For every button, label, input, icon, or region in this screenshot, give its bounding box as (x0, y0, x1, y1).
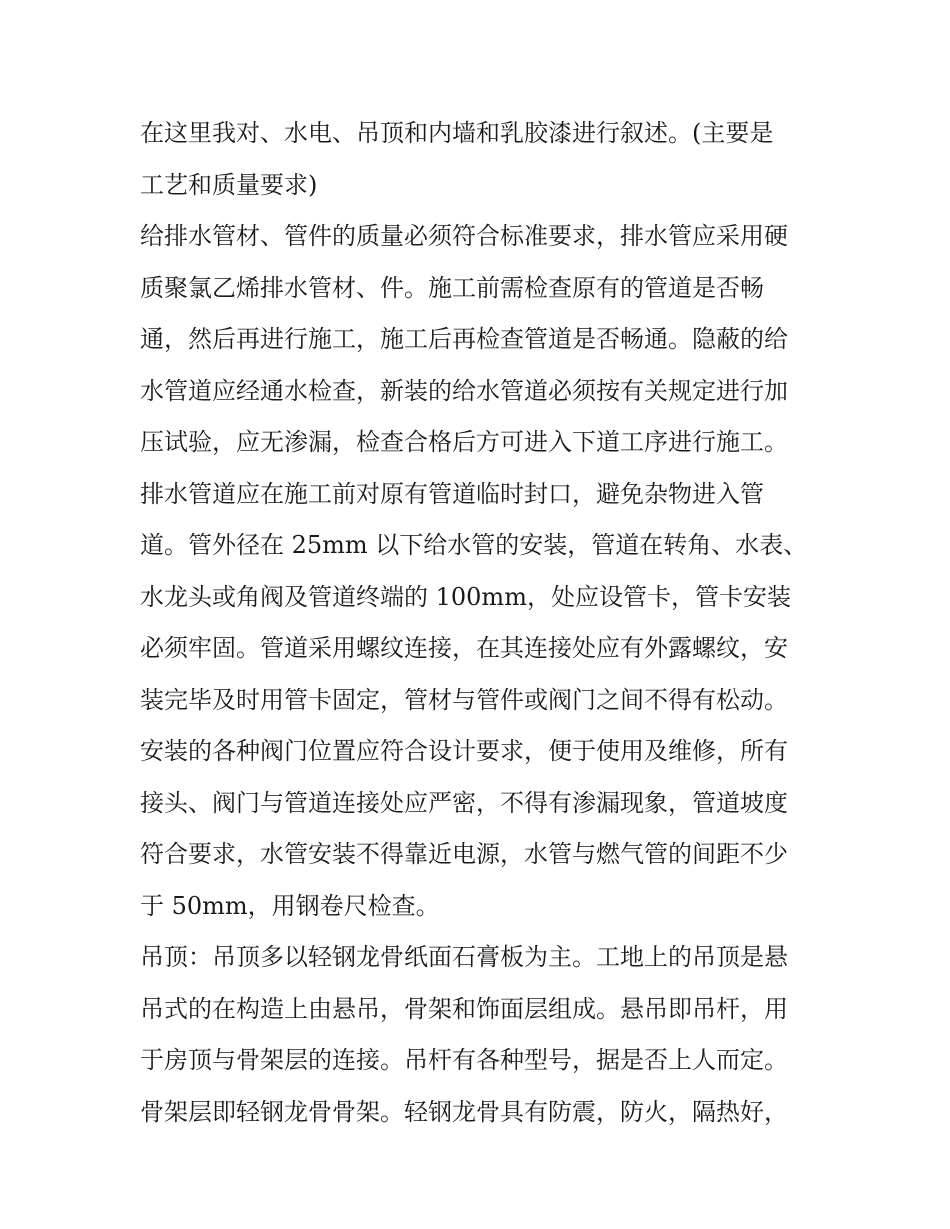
text-line: 工艺和质量要求) (140, 170, 318, 199)
text-line: 安装的各种阀门位置应符合设计要求，便于使用及维修，所有 (140, 737, 788, 765)
text-line: 水龙头或角阀及管道终端的 100mm，处应设管卡，管卡安装 (140, 582, 791, 611)
text-line: 水管道应经通水检查，新装的给水管道必须按有关规定进行加 (140, 376, 788, 405)
text-line: 接头、阀门与管道连接处应严密，不得有渗漏现象，管道坡度 (140, 788, 788, 817)
text-line: 吊式的在构造上由悬吊，骨架和饰面层组成。悬吊即吊杆，用 (140, 994, 788, 1023)
text-line: 于 50mm，用钢卷尺检查。 (140, 891, 440, 920)
text-line: 质聚氯乙烯排水管材、件。施工前需检查原有的管道是否畅 (140, 273, 764, 302)
text-line: 通，然后再进行施工，施工后再检查管道是否畅通。隐蔽的给 (140, 325, 788, 353)
text-line: 符合要求，水管安装不得靠近电源，水管与燃气管的间距不少 (140, 840, 788, 868)
text-line: 必须牢固。管道采用螺纹连接，在其连接处应有外露螺纹，安 (140, 634, 788, 662)
text-line: 于房顶与骨架层的连接。吊杆有各种型号，据是否上人而定。 (140, 1046, 788, 1074)
text-line: 排水管道应在施工前对原有管道临时封口，避免杂物进入管 (140, 479, 764, 508)
text-line: 压试验，应无渗漏，检查合格后方可进入下道工序进行施工。 (140, 428, 788, 456)
text-line: 装完毕及时用管卡固定，管材与管件或阀门之间不得有松动。 (140, 685, 788, 714)
text-line: 骨架层即轻钢龙骨骨架。轻钢龙骨具有防震，防火，隔热好， (140, 1097, 788, 1126)
text-line: 在这里我对、水电、吊顶和内墙和乳胶漆进行叙述。(主要是 (140, 119, 774, 147)
text-line: 给排水管材、管件的质量必须符合标准要求，排水管应采用硬 (140, 222, 788, 250)
text-line: 吊顶：吊顶多以轻钢龙骨纸面石膏板为主。工地上的吊顶是悬 (140, 943, 788, 971)
text-line: 道。管外径在 25mm 以下给水管的安装，管道在转角、水表、 (140, 531, 808, 559)
document-body (140, 108, 816, 1138)
